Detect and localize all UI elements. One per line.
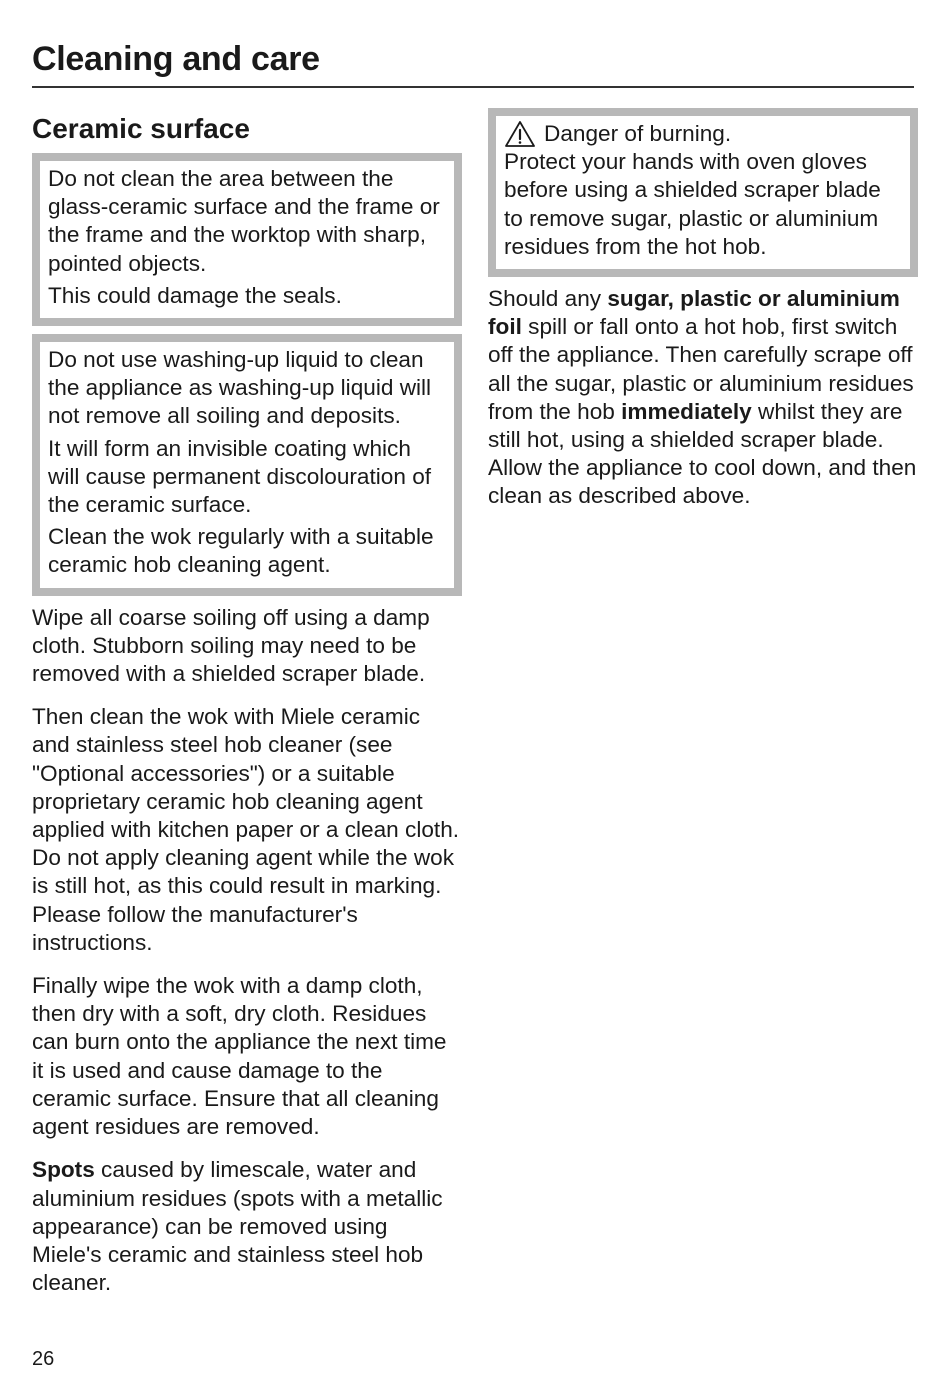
bold-term: Spots [32, 1157, 95, 1183]
paragraph-text: spill or fall onto a hot hob, first switch off the appliance. Then carefully scrape off all the sugar, plastic or aluminium residues from the hob [488, 314, 914, 424]
body-paragraph: Finally wipe the wok with a damp cloth, then dry with a soft, dry cloth. Residues can burn onto the appliance the next time it is used and cause damage to the ceramic surface. Ensure that all cleaning agent residues are removed. [32, 973, 447, 1140]
right-column [488, 108, 918, 526]
body-paragraph-spots [32, 1156, 462, 1297]
notice-text: Clean the wok regularly with a suitable ceramic hob cleaning agent. [48, 524, 434, 578]
notice-text: Do not clean the area between the glass-ceramic surface and the frame or the frame and the worktop with sharp, pointed objects. [48, 166, 440, 276]
bold-term: sugar, plastic or aluminium foil [488, 286, 900, 340]
notice-box-washing-up-liquid [32, 334, 462, 596]
page-number: 26 [32, 1348, 55, 1370]
title-divider [32, 86, 914, 88]
notice-text: It will form an invisible coating which will cause permanent discolouration of the ceramic surface. [48, 435, 432, 518]
warning-box [488, 108, 918, 277]
paragraph-text: Should any [488, 286, 608, 312]
notice-box-seals [32, 153, 462, 326]
page-title: Cleaning and care [32, 40, 320, 78]
paragraph-text: caused by limescale, water and aluminium residues (spots with a metallic appearance) can be removed using Miele's ceramic and stainless steel hob cleaner. [32, 1157, 443, 1296]
body-paragraph: Then clean the wok with Miele ceramic and stainless steel hob cleaner (see "Optional accessories") or a suitable proprietary ceramic hob cleaning agent applied with kitchen paper or a clean cloth. Do not apply cleaning agent while the wok is still hot, as this could result in marking. Please follow the manufacturer's instructions. [32, 704, 460, 955]
bold-term: immediately [621, 398, 752, 424]
warning-title: Danger of burning. [544, 121, 732, 146]
section-title: Ceramic surface [32, 113, 250, 144]
warning-heading [504, 120, 904, 148]
body-paragraph: Wipe all coarse soiling off using a damp cloth. Stubborn soiling may need to be removed with a shielded scraper blade. [32, 604, 430, 687]
warning-text: Protect your hands with oven gloves before using a shielded scraper blade to remove sugar, plastic or aluminium residues from the hot hob. [504, 149, 881, 259]
paragraph-text: whilst they are still hot, using a shielded scraper blade. Allow the appliance to cool down, and then clean as described above. [488, 398, 917, 509]
notice-text: Do not use washing-up liquid to clean the appliance as washing-up liquid will not remove all soiling and deposits. [48, 347, 432, 429]
body-paragraph-hot-residues [488, 285, 918, 511]
left-column [32, 108, 462, 1312]
warning-triangle-icon [504, 120, 536, 148]
notice-text: This could damage the seals. [48, 282, 342, 308]
